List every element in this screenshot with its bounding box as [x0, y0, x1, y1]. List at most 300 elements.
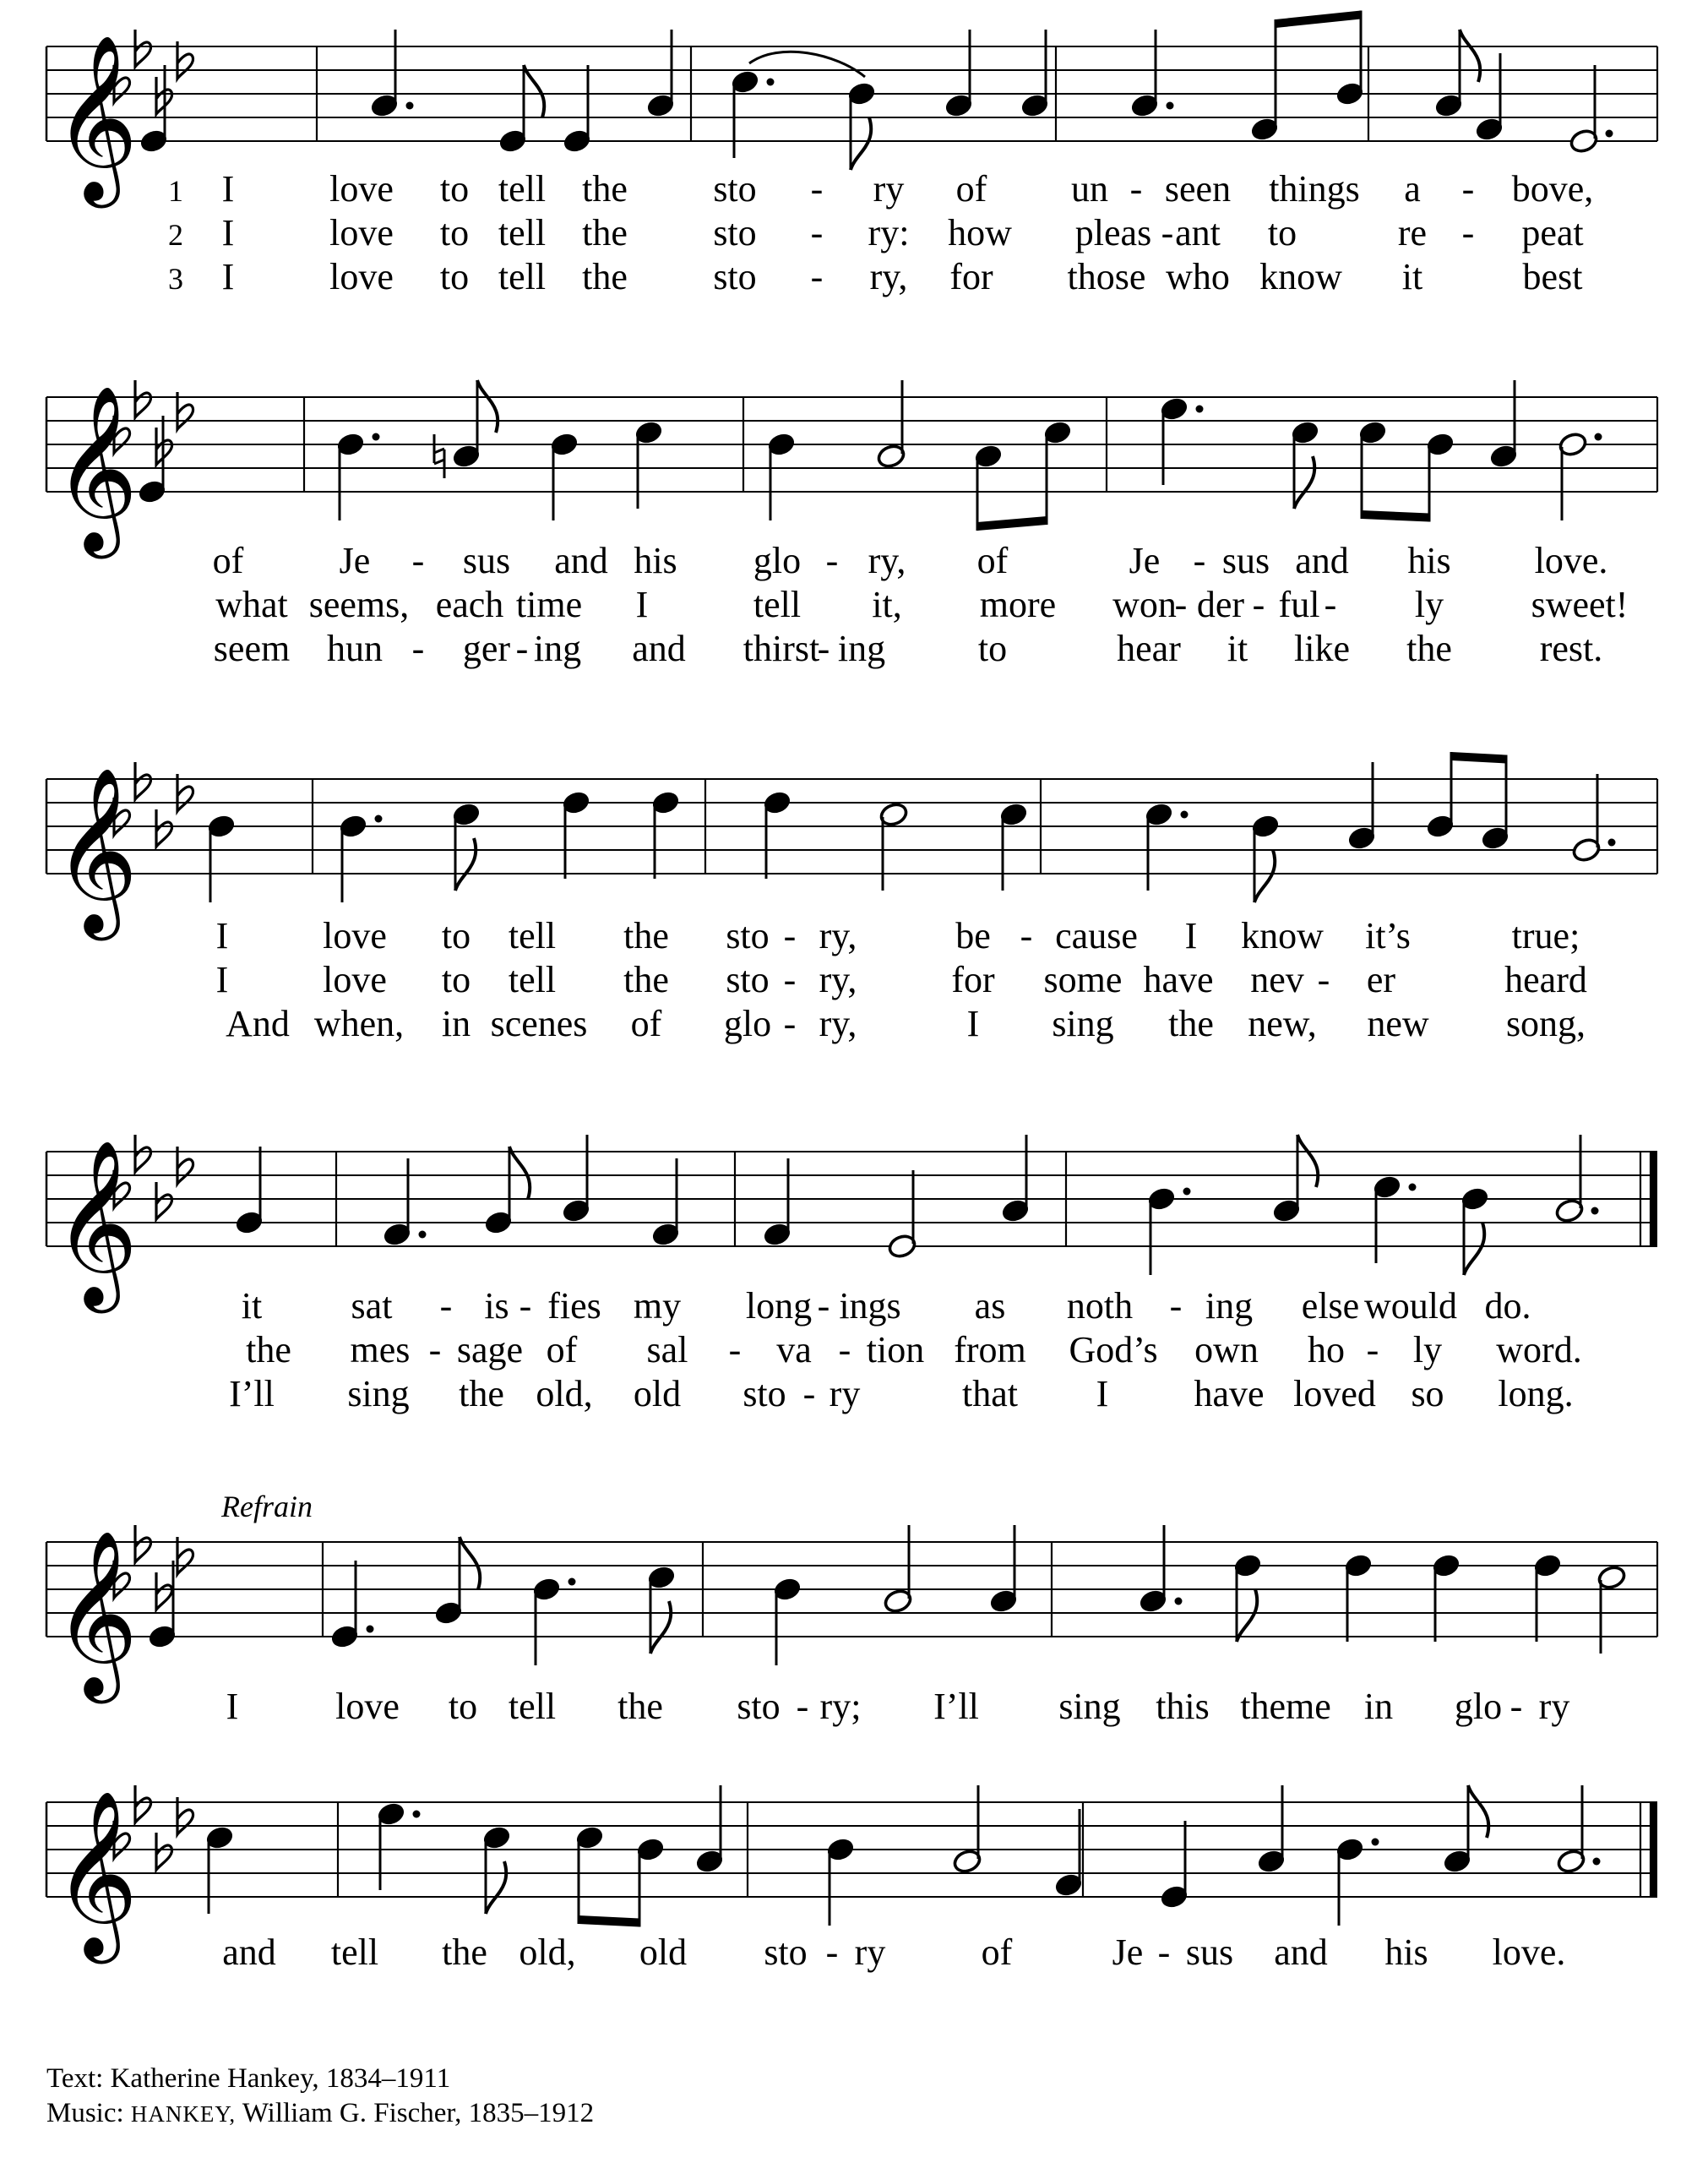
lyric-syllable: sto — [726, 959, 770, 1000]
flat-icon — [156, 1833, 172, 1870]
lyric-syllable: glo — [753, 540, 802, 581]
lyric-syllable: his — [1407, 540, 1451, 581]
lyric-syllable: his — [634, 540, 677, 581]
lyric-syllable: to — [977, 628, 1008, 669]
lyric-syllable: so — [1411, 1373, 1444, 1414]
lyric-syllable: of — [630, 1003, 662, 1044]
lyric-syllable: a — [1404, 168, 1421, 210]
lyric-syllable: ry, — [819, 959, 857, 1000]
lyric-syllable: re — [1397, 212, 1428, 253]
staff-system — [46, 11, 1657, 298]
lyric-syllable: things — [1269, 168, 1360, 210]
beam — [1451, 752, 1506, 764]
lyric-syllable: rest. — [1539, 628, 1603, 669]
augmentation-dot — [767, 79, 775, 86]
lyric-syllable: from — [954, 1329, 1026, 1370]
treble-clef-icon: 𝄞 — [53, 390, 139, 548]
lyric-syllable: - — [1157, 1931, 1171, 1973]
staff-system — [46, 380, 1657, 669]
eighth-flag-icon — [1294, 456, 1314, 509]
lyric-syllable: ry, — [819, 1003, 857, 1044]
lyric-syllable: heard — [1504, 959, 1587, 1000]
lyric-syllable: - — [802, 1373, 816, 1414]
lyric-syllable: seem — [213, 628, 291, 669]
treble-clef-icon: 𝄞 — [53, 1534, 139, 1693]
lyric-syllable: this — [1156, 1686, 1210, 1727]
lyric-syllable: ho — [1308, 1329, 1345, 1370]
lyric-syllable: seems, — [308, 584, 410, 625]
lyric-line — [215, 584, 1628, 625]
lyric-syllable: - — [783, 959, 797, 1000]
lyric-syllable: it — [1227, 628, 1248, 669]
eighth-flag-icon — [509, 1147, 530, 1199]
lyric-syllable: ry, — [868, 540, 906, 581]
augmentation-dot — [413, 1811, 421, 1818]
lyric-syllable: what — [215, 584, 288, 625]
lyric-syllable: how — [948, 212, 1012, 253]
flat-icon — [156, 1572, 172, 1610]
lyric-syllable: mes — [350, 1329, 411, 1370]
lyric-syllable: ant — [1175, 212, 1221, 253]
lyric-syllable: ry, — [819, 915, 857, 956]
lyric-line — [216, 915, 1580, 956]
final-barline-thick — [1650, 1152, 1657, 1246]
eighth-flag-icon — [486, 1861, 506, 1914]
lyric-syllable: - — [1461, 212, 1475, 253]
lyric-syllable: thirst — [742, 628, 820, 669]
lyric-syllable: - — [1252, 584, 1265, 625]
lyric-syllable: and — [1274, 1931, 1328, 1973]
augmentation-dot — [1372, 1839, 1379, 1846]
augmentation-dot — [1606, 130, 1613, 138]
lyric-syllable: ful — [1278, 584, 1320, 625]
lyric-syllable: pleas — [1074, 212, 1152, 253]
lyric-syllable: more — [979, 584, 1057, 625]
flat-icon — [156, 1182, 172, 1219]
lyric-syllable: sus — [462, 540, 511, 581]
augmentation-dot — [419, 1231, 427, 1239]
lyric-syllable: else — [1301, 1285, 1360, 1327]
lyric-syllable: who — [1166, 256, 1230, 297]
lyric-syllable: ry, — [869, 256, 908, 297]
eighth-flag-icon — [1460, 30, 1480, 82]
lyric-syllable: love — [329, 256, 394, 297]
lyric-syllable: tell — [508, 1686, 557, 1727]
lyric-syllable: tell — [508, 915, 557, 956]
lyric-syllable: - — [796, 1686, 809, 1727]
lyric-syllable: to — [439, 168, 470, 210]
augmentation-dot — [568, 1578, 576, 1586]
lyric-syllable: old, — [536, 1373, 593, 1414]
music-credit — [46, 2096, 594, 2132]
lyric-syllable: cause — [1055, 915, 1138, 956]
treble-clef-icon: 𝄞 — [53, 1144, 139, 1303]
lyric-syllable: ly — [1412, 1329, 1443, 1370]
lyric-syllable: like — [1294, 628, 1350, 669]
lyric-syllable: - — [1324, 584, 1337, 625]
lyric-syllable: it’s — [1365, 915, 1411, 956]
lyric-syllable: be — [955, 915, 991, 956]
augmentation-dot — [1591, 1207, 1599, 1215]
augmentation-dot — [1608, 839, 1616, 847]
lyric-syllable: won — [1112, 584, 1177, 625]
lyric-syllable: and — [632, 628, 686, 669]
lyric-syllable: the — [617, 1686, 663, 1727]
eighth-flag-icon — [460, 1537, 480, 1589]
lyric-syllable: - — [439, 1285, 453, 1327]
lyric-syllable: - — [1020, 915, 1033, 956]
lyric-syllable: the — [582, 168, 628, 210]
treble-clef-icon: 𝄞 — [53, 39, 139, 198]
beam — [977, 516, 1047, 531]
lyric-syllable: - — [783, 1003, 797, 1044]
eighth-flag-icon — [1297, 1135, 1318, 1187]
lyric-syllable: sal — [646, 1329, 688, 1370]
lyric-syllable: to — [448, 1686, 478, 1727]
lyric-syllable: - — [1366, 1329, 1379, 1370]
music-credit-author: William G. Fischer, 1835–1912 — [242, 2098, 595, 2128]
lyric-syllable: ing — [533, 628, 582, 669]
lyric-syllable: - — [1509, 1686, 1523, 1727]
beam — [1362, 510, 1429, 522]
lyric-syllable: is — [484, 1285, 509, 1327]
lyric-syllable: - — [810, 256, 824, 297]
lyric-syllable: I’ll — [229, 1373, 275, 1414]
staff-system — [46, 1490, 1657, 1727]
augmentation-dot — [406, 102, 414, 110]
lyric-line — [168, 212, 1584, 253]
lyric-syllable: to — [1267, 212, 1297, 253]
lyric-syllable: true; — [1511, 915, 1580, 956]
lyric-syllable: sto — [713, 256, 757, 297]
lyric-syllable: love — [323, 959, 387, 1000]
lyric-syllable: - — [1461, 168, 1475, 210]
lyric-syllable: sing — [1058, 1686, 1121, 1727]
eighth-flag-icon — [1254, 850, 1275, 902]
lyric-syllable: and — [1295, 540, 1349, 581]
lyric-syllable: I — [215, 915, 229, 956]
augmentation-dot — [375, 815, 383, 823]
lyric-syllable: - — [1169, 1285, 1183, 1327]
augmentation-dot — [367, 1626, 374, 1633]
lyric-syllable: Je — [1112, 1931, 1144, 1973]
lyric-syllable: hun — [327, 628, 383, 669]
lyric-syllable: - — [515, 628, 529, 669]
lyric-syllable: - — [817, 628, 830, 669]
lyric-syllable: ings — [839, 1285, 901, 1327]
eighth-flag-icon — [650, 1601, 671, 1654]
eighth-flag-icon — [1468, 1785, 1488, 1838]
lyric-syllable: sto — [713, 168, 757, 210]
lyric-syllable: scenes — [490, 1003, 588, 1044]
eighth-flag-icon — [455, 838, 476, 891]
flat-icon — [156, 809, 172, 847]
lyric-syllable: sto — [737, 1686, 781, 1727]
lyric-syllable: sat — [351, 1285, 393, 1327]
lyric-syllable: - — [825, 540, 839, 581]
verse-number: 2 — [168, 218, 183, 252]
lyric-syllable: sing — [347, 1373, 410, 1414]
lyric-syllable: old, — [519, 1931, 576, 1973]
lyric-syllable: and — [554, 540, 608, 581]
lyric-syllable: the — [623, 959, 669, 1000]
verse-number: 1 — [168, 174, 183, 208]
treble-clef-icon: 𝄞 — [53, 771, 139, 930]
lyric-syllable: sage — [456, 1329, 524, 1370]
lyric-syllable: va — [776, 1329, 812, 1370]
lyric-syllable: love — [323, 915, 387, 956]
lyric-syllable: love. — [1492, 1931, 1566, 1973]
lyric-syllable: song, — [1505, 1003, 1586, 1044]
lyric-syllable: ry — [1538, 1686, 1570, 1727]
lyric-syllable: - — [411, 628, 425, 669]
text-credit-author: Katherine Hankey, 1834–1911 — [110, 2063, 451, 2094]
lyric-syllable: noth — [1066, 1285, 1134, 1327]
text-credit — [46, 2062, 594, 2096]
refrain-label: Refrain — [221, 1490, 313, 1523]
lyric-syllable: peat — [1521, 212, 1584, 253]
lyric-syllable: - — [810, 168, 824, 210]
lyric-syllable: for — [951, 959, 995, 1000]
lyric-syllable: tion — [866, 1329, 925, 1370]
lyric-syllable: long — [745, 1285, 813, 1327]
lyric-syllable: long. — [1498, 1373, 1574, 1414]
lyric-syllable: - — [810, 212, 824, 253]
lyric-syllable: of — [955, 168, 987, 210]
augmentation-dot — [1167, 102, 1174, 110]
beam — [579, 1915, 639, 1927]
lyric-syllable: I — [221, 256, 235, 297]
lyric-syllable: - — [1174, 584, 1188, 625]
lyric-syllable: tell — [498, 256, 547, 297]
lyric-line — [213, 540, 1608, 581]
lyric-syllable: - — [1193, 540, 1206, 581]
lyric-syllable: the — [582, 212, 628, 253]
lyric-syllable: ry — [854, 1931, 886, 1973]
lyric-line — [222, 1931, 1565, 1973]
lyric-syllable: I — [221, 212, 235, 253]
lyric-line — [168, 168, 1593, 210]
lyric-syllable: tell — [508, 959, 557, 1000]
lyric-syllable: love — [335, 1686, 400, 1727]
lyric-line — [246, 1329, 1582, 1370]
lyric-syllable: ing — [837, 628, 886, 669]
lyric-syllable: seen — [1164, 168, 1232, 210]
lyric-syllable: to — [441, 959, 471, 1000]
lyric-syllable: my — [633, 1285, 682, 1327]
lyric-syllable: for — [949, 256, 993, 297]
lyric-line — [226, 1003, 1586, 1044]
lyric-line — [226, 1686, 1570, 1727]
lyric-syllable: sto — [726, 915, 770, 956]
lyric-syllable: ry — [873, 168, 905, 210]
treble-clef-icon: 𝄞 — [53, 1795, 139, 1953]
lyric-syllable: as — [974, 1285, 1006, 1327]
lyric-syllable: love. — [1534, 540, 1608, 581]
lyric-syllable: sto — [742, 1373, 786, 1414]
lyric-syllable: the — [582, 256, 628, 297]
lyric-syllable: I — [226, 1686, 239, 1727]
lyric-syllable: to — [441, 915, 471, 956]
lyric-syllable: - — [1317, 959, 1330, 1000]
lyric-syllable: - — [783, 915, 797, 956]
lyric-syllable: it — [241, 1285, 263, 1327]
tune-name: HANKEY, — [130, 2101, 237, 2127]
lyric-syllable: know — [1241, 915, 1324, 956]
lyric-syllable: loved — [1293, 1373, 1376, 1414]
text-credit-label: Text: — [46, 2063, 104, 2094]
augmentation-dot — [1595, 433, 1602, 441]
staff-system — [46, 1785, 1657, 1973]
verse-number: 3 — [168, 262, 183, 296]
lyric-syllable: the — [1168, 1003, 1214, 1044]
lyric-syllable: I — [1184, 915, 1198, 956]
lyric-syllable: do. — [1484, 1285, 1531, 1327]
music-credit-label: Music: — [46, 2098, 124, 2128]
lyric-syllable: I’ll — [933, 1686, 979, 1727]
lyric-syllable: And — [226, 1003, 290, 1044]
lyric-syllable: have — [1143, 959, 1214, 1000]
lyric-line — [168, 256, 1582, 297]
lyric-syllable: of — [546, 1329, 578, 1370]
lyric-syllable: know — [1259, 256, 1342, 297]
lyric-syllable: to — [439, 212, 470, 253]
lyric-syllable: - — [428, 1329, 442, 1370]
lyric-syllable: sus — [1185, 1931, 1234, 1973]
lyric-line — [214, 628, 1602, 669]
lyric-syllable: I — [221, 168, 235, 210]
eighth-flag-icon — [1237, 1589, 1257, 1642]
lyric-syllable: nev — [1250, 959, 1304, 1000]
lyric-syllable: have — [1194, 1373, 1265, 1414]
natural-icon — [434, 434, 444, 478]
lyric-syllable: it — [1401, 256, 1423, 297]
lyric-syllable: I — [215, 959, 229, 1000]
lyric-syllable: Je — [1129, 540, 1161, 581]
lyric-line — [216, 959, 1587, 1000]
staff-system — [46, 1135, 1657, 1414]
final-barline-thick — [1650, 1802, 1657, 1897]
lyric-syllable: and — [222, 1931, 276, 1973]
lyric-syllable: in — [1363, 1686, 1394, 1727]
lyric-syllable: best — [1522, 256, 1583, 297]
lyric-syllable: ry — [829, 1373, 861, 1414]
lyric-syllable: I — [1096, 1373, 1109, 1414]
lyric-syllable: der — [1196, 584, 1245, 625]
lyric-syllable: - — [728, 1329, 742, 1370]
lyric-syllable: of — [212, 540, 244, 581]
lyric-syllable: tell — [753, 584, 802, 625]
lyric-syllable: I — [966, 1003, 980, 1044]
lyric-syllable: of — [976, 540, 1009, 581]
lyric-syllable: would — [1364, 1285, 1457, 1327]
augmentation-dot — [373, 433, 380, 441]
lyric-syllable: tell — [498, 212, 547, 253]
lyric-syllable: - — [825, 1931, 839, 1973]
lyric-syllable: - — [838, 1329, 851, 1370]
lyric-syllable: er — [1366, 959, 1396, 1000]
lyric-syllable: time — [515, 584, 583, 625]
lyric-syllable: - — [411, 540, 425, 581]
lyric-syllable: each — [435, 584, 504, 625]
lyric-syllable: tell — [330, 1931, 379, 1973]
lyric-syllable: new — [1367, 1003, 1429, 1044]
lyric-syllable: that — [962, 1373, 1018, 1414]
credits — [46, 2062, 594, 2132]
augmentation-dot — [1183, 1188, 1191, 1196]
augmentation-dot — [1175, 1598, 1183, 1605]
lyric-syllable: those — [1067, 256, 1146, 297]
lyric-syllable: - — [1129, 168, 1143, 210]
lyric-syllable: the — [459, 1373, 504, 1414]
lyric-syllable: sweet! — [1531, 584, 1629, 625]
lyric-line — [242, 1285, 1531, 1327]
lyric-syllable: ry: — [868, 212, 910, 253]
lyric-syllable: ry; — [819, 1686, 862, 1727]
lyric-syllable: un — [1071, 168, 1108, 210]
lyric-syllable: hear — [1117, 628, 1181, 669]
augmentation-dot — [1593, 1858, 1601, 1866]
lyric-syllable: sing — [1052, 1003, 1114, 1044]
lyric-syllable: Je — [339, 540, 371, 581]
lyric-syllable: - — [817, 1285, 830, 1327]
lyric-syllable: to — [439, 256, 470, 297]
eighth-flag-icon — [477, 380, 498, 433]
eighth-flag-icon — [524, 65, 544, 117]
lyric-syllable: sus — [1221, 540, 1270, 581]
lyric-syllable: fies — [547, 1285, 601, 1327]
lyric-syllable: new, — [1248, 1003, 1317, 1044]
lyric-syllable: when, — [313, 1003, 405, 1044]
augmentation-dot — [1409, 1184, 1417, 1191]
lyric-syllable: the — [1406, 628, 1452, 669]
lyric-syllable: the — [623, 915, 669, 956]
lyric-syllable: sto — [764, 1931, 808, 1973]
lyric-syllable: theme — [1240, 1686, 1331, 1727]
lyric-syllable: his — [1384, 1931, 1428, 1973]
beam — [1276, 11, 1361, 29]
lyric-syllable: sto — [713, 212, 757, 253]
staff-system — [46, 752, 1657, 1044]
lyric-syllable: old — [639, 1931, 688, 1973]
lyric-syllable: the — [442, 1931, 487, 1973]
lyric-syllable: - — [1161, 212, 1174, 253]
lyric-syllable: it, — [872, 584, 902, 625]
lyric-syllable: the — [246, 1329, 291, 1370]
lyric-syllable: bove, — [1511, 168, 1594, 210]
lyric-syllable: glo — [723, 1003, 772, 1044]
lyric-syllable: love — [329, 212, 394, 253]
eighth-flag-icon — [851, 117, 871, 170]
augmentation-dot — [1181, 811, 1189, 819]
lyric-syllable: ger — [462, 628, 511, 669]
augmentation-dot — [1196, 406, 1204, 413]
lyric-syllable: ing — [1205, 1285, 1254, 1327]
eighth-flag-icon — [1464, 1223, 1484, 1275]
lyric-syllable: tell — [498, 168, 547, 210]
lyric-syllable: ly — [1414, 584, 1444, 625]
lyric-syllable: own — [1194, 1329, 1259, 1370]
lyric-syllable: I — [635, 584, 649, 625]
lyric-syllable: glo — [1454, 1686, 1503, 1727]
lyric-syllable: word. — [1496, 1329, 1582, 1370]
lyric-syllable: of — [981, 1931, 1013, 1973]
lyric-syllable: some — [1043, 959, 1123, 1000]
lyric-syllable: in — [441, 1003, 471, 1044]
lyric-syllable: - — [519, 1285, 532, 1327]
lyric-syllable: love — [329, 168, 394, 210]
lyric-syllable: old — [633, 1373, 682, 1414]
